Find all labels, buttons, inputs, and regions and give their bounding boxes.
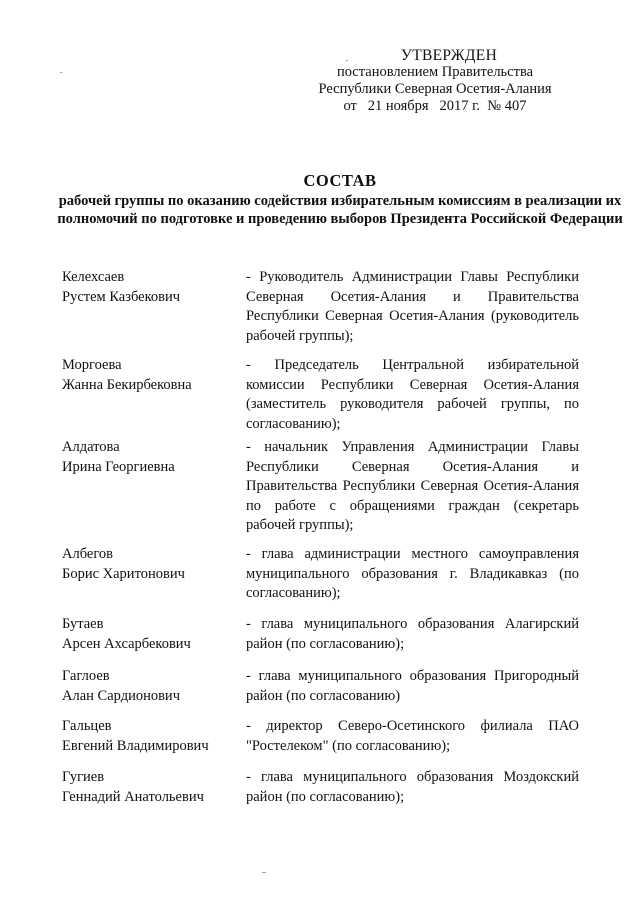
member-name: [62, 545, 242, 584]
member-surname: Алдатова: [62, 439, 120, 455]
member-name: [62, 768, 242, 807]
member-given-name: Жанна Бекирбековна: [62, 376, 192, 393]
member-role: - глава муниципального образования Моздокский район (по согласованию);: [246, 769, 579, 805]
approval-government: Республики Северная Осетия-Алания: [318, 81, 552, 97]
member-surname: Албегов: [62, 546, 114, 562]
approval-stamp: [300, 47, 570, 115]
member-given-name: Геннадий Анатольевич: [62, 788, 204, 805]
member-name: [62, 356, 242, 395]
member-surname: Моргоева: [62, 357, 122, 373]
member-role: - глава администрации местного самоуправления муниципального образования г. Владикавказ (по согласованию);: [246, 546, 579, 601]
document-heading: [50, 170, 630, 228]
member-surname: Бутаев: [62, 616, 104, 632]
member-surname: Келехсаев: [62, 269, 125, 285]
member-role: - глава муниципального образования Пригородный район (по согласованию): [246, 668, 579, 704]
member-surname: Гальцев: [62, 718, 112, 734]
member-name: [62, 615, 242, 654]
member-given-name: Арсен Ахсарбекович: [62, 635, 191, 652]
member-given-name: Евгений Владимирович: [62, 737, 209, 754]
member-role: - Руководитель Администрации Главы Республики Северная Осетия-Алания и Правительства Республики Северная Осетия-Алания (руководитель рабочей группы);: [246, 269, 579, 344]
scan-speck: [346, 60, 348, 61]
member-name: [62, 717, 242, 756]
scan-speck: [60, 72, 62, 73]
document-subtitle: рабочей группы по оказанию содействия избирательным комиссиям в реализации их полномочий по подготовке и проведению выборов Президента Российской Федерации: [57, 193, 623, 227]
member-name: [62, 667, 242, 706]
member-role: - Председатель Центральной избирательной комиссии Республики Северная Осетия-Алания (заместитель руководителя рабочей группы, по согласованию);: [246, 357, 579, 432]
member-role: - глава муниципального образования Алагирский район (по согласованию);: [246, 616, 579, 652]
member-role: - директор Северо-Осетинского филиала ПАО "Ростелеком" (по согласованию);: [246, 718, 579, 754]
member-given-name: Алан Сардионович: [62, 687, 180, 704]
approval-resolution: постановлением Правительства: [336, 64, 534, 80]
member-name: [62, 438, 242, 477]
member-role: - начальник Управления Администрации Главы Республики Северная Осетия-Алания и Правительства Республики Северная Осетия-Алания по работе с обращениями граждан (секретарь рабочей группы);: [246, 439, 579, 533]
member-surname: Гугиев: [62, 769, 105, 785]
member-given-name: Ирина Георгиевна: [62, 458, 175, 475]
member-name: [62, 268, 242, 307]
document-title: СОСТАВ: [303, 171, 377, 190]
approval-heading: УТВЕРЖДЕН: [400, 47, 498, 64]
member-given-name: Борис Харитонович: [62, 565, 185, 582]
approval-date-number: от 21 ноября 2017 г. № 407: [343, 98, 527, 114]
member-given-name: Рустем Казбекович: [62, 288, 181, 305]
scan-speck: [262, 872, 266, 873]
member-surname: Гаглоев: [62, 668, 110, 684]
